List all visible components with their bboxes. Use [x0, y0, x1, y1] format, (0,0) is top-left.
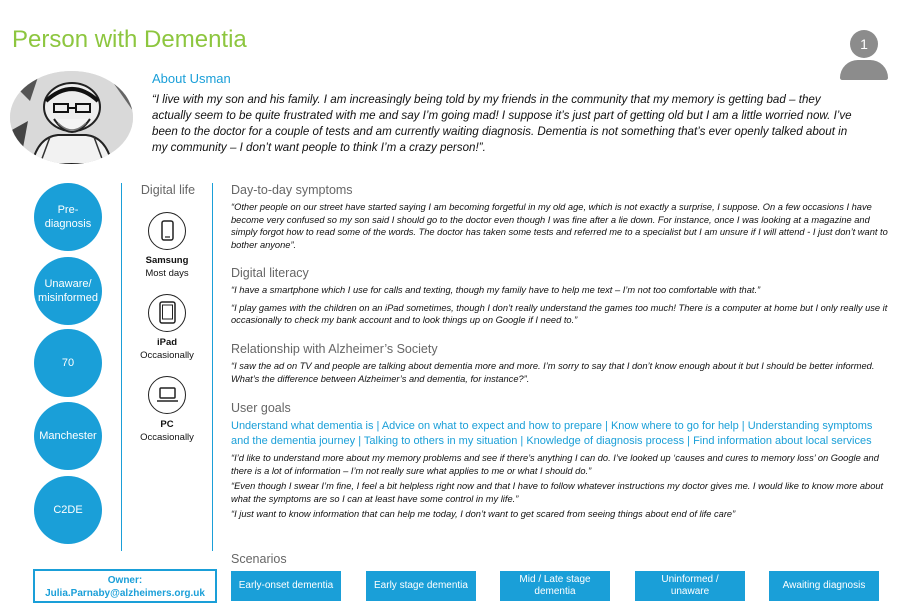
location-label: Manchester — [39, 430, 97, 442]
literacy-text-2: “I play games with the children on an iPad sometimes, though I don’t really understand the games too much! There is a computer at home but I only really use it occasionally to check my bank account and to look things up on Google if I need to.” — [231, 302, 888, 325]
symptoms-text: “Other people on our street have started saying I am becoming forgetful in my old age, which is not exactly a surprise, I suppose. On a few occasions I have become very confused so my son said I should go to the doctor even though I was fine after a lie down. For instance, once I was looking at a magazine and simply forgot how to read some of the words. The doctor has taken some tests and referred me to a specialist but I am unsure if I will attend - I just don’t want to bother anyone”. — [231, 202, 888, 250]
scenario-label: Awaiting diagnosis — [782, 580, 866, 591]
about-quote: “I live with my son and his family. I am increasingly being told by my friends in the community that my memory is getting bad – they actually seem to be quite frustrated with me and say I’m going mad! I suppose it’s just part of getting old but I am a little worried now. I’ve been to the doctor for a couple of tests and am currently waiting diagnosis. Dementia is not something that’s ever openly talked about in my community – I don’t want people to think I’m a crazy person!”. — [152, 93, 852, 154]
digital-life-title: Digital life — [140, 183, 196, 197]
about-title: About Usman — [152, 71, 231, 86]
persona-avatar-icon — [838, 28, 890, 82]
device-name: iPad — [156, 337, 178, 348]
device-name: Samsung — [145, 255, 189, 266]
device-ipad — [128, 294, 206, 362]
device-frequency: Most days — [145, 268, 189, 279]
page-title: Person with Dementia — [12, 26, 247, 53]
scenario-label: Early stage dementia — [374, 580, 468, 591]
literacy-title: Digital literacy — [231, 266, 309, 280]
section-relationship — [231, 342, 891, 385]
literacy-text-1: “I have a smartphone which I use for calls and texting, though my family have to help me text – I’m not too comfortable with that.” — [231, 285, 761, 295]
awareness-label: Unaware/ misinformed — [38, 278, 98, 304]
scenario-early-stage-button[interactable] — [366, 571, 476, 601]
owner-box — [33, 569, 217, 603]
section-digital-literacy — [231, 266, 891, 327]
device-frequency: Occasionally — [140, 350, 194, 361]
scenario-label: Uninformed / unaware — [661, 574, 719, 597]
social-grade-label: C2DE — [53, 504, 83, 516]
persona-number: 1 — [850, 30, 878, 58]
scenario-uninformed-button[interactable] — [635, 571, 745, 601]
owner-label: Owner: — [107, 575, 143, 586]
social-grade-badge — [34, 476, 102, 544]
persona-photo — [10, 71, 133, 164]
section-user-goals — [231, 401, 891, 521]
section-symptoms — [231, 183, 891, 251]
smartphone-icon — [148, 212, 186, 250]
goals-summary: Understand what dementia is | Advice on what to expect and how to prepare | Know where to go for help | Understanding symptoms and the dementia journey | Talking to others in my situation | Knowledge of diagnosis process | Find information about local services — [231, 420, 873, 447]
awareness-badge — [34, 257, 102, 325]
scenario-early-onset-button[interactable] — [231, 571, 341, 601]
portrait-sketch — [10, 71, 133, 164]
owner-email: Julia.Parnaby@alzheimers.org.uk — [45, 588, 205, 599]
relationship-title: Relationship with Alzheimer’s Society — [231, 342, 438, 356]
device-name: PC — [160, 419, 174, 430]
scenario-label: Early-onset dementia — [238, 580, 334, 591]
scenarios-title: Scenarios — [231, 552, 287, 566]
stage-badge — [34, 183, 102, 251]
goals-quote-2: “Even though I swear I’m fine, I feel a bit helpless right now and that I have to follow whatever instructions my doctor gives me. I would like to know more about what the symptoms are so I can at least have some control in my life.” — [231, 481, 884, 504]
avatar-shoulders — [840, 60, 888, 80]
relationship-text: “I saw the ad on TV and people are talking about dementia more and more. I’m sorry to say that I don’t know enough about it but I should be better informed. What’s the difference between Alzheimer’s and dementia, for instance?”. — [231, 361, 875, 384]
stage-label: Pre- diagnosis — [44, 204, 92, 230]
symptoms-title: Day-to-day symptoms — [231, 183, 353, 197]
device-samsung — [128, 212, 206, 280]
device-frequency: Occasionally — [140, 432, 194, 443]
scenario-awaiting-diagnosis-button[interactable] — [769, 571, 879, 601]
laptop-icon — [148, 376, 186, 414]
tablet-icon — [148, 294, 186, 332]
scenario-label: Mid / Late stage dementia — [519, 574, 591, 597]
goals-quote-3: “I just want to know information that can help me today, I don’t want to get scared from seeing things about end of life care” — [231, 509, 736, 519]
goals-title: User goals — [231, 401, 291, 415]
age-badge — [34, 329, 102, 397]
divider-left — [121, 183, 122, 551]
divider-right — [212, 183, 213, 551]
goals-quote-1: “I’d like to understand more about my memory problems and see if there’s anything I can do. I’ve looked up ‘causes and cures to memory loss’ on Google and there is a lot of information – I’m not really sure what applies to me or what I should do.” — [231, 453, 879, 476]
age-label: 70 — [61, 357, 75, 369]
scenario-mid-late-stage-button[interactable] — [500, 571, 610, 601]
device-pc — [128, 376, 206, 444]
location-badge — [34, 402, 102, 470]
